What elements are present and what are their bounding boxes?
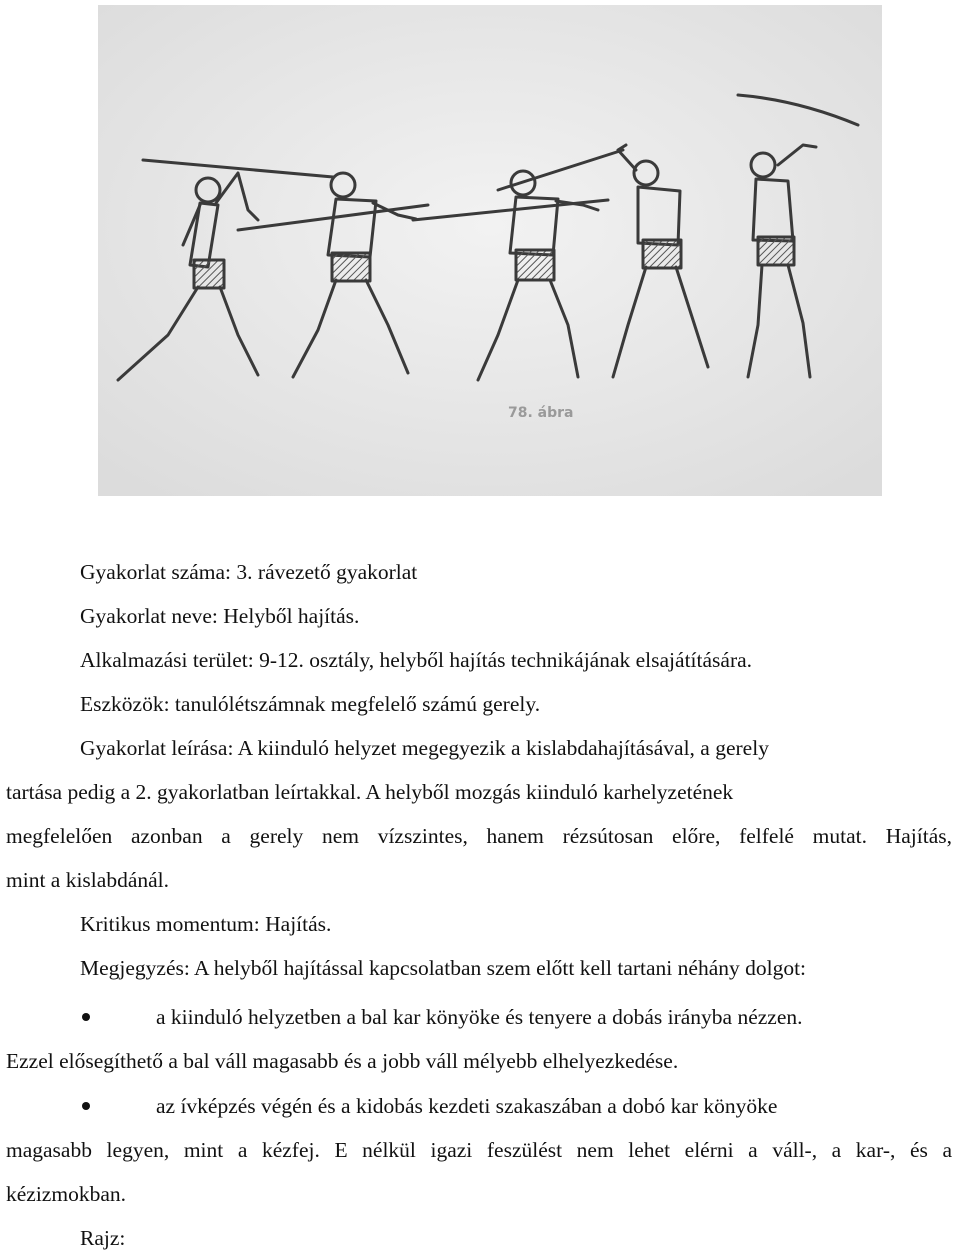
note-bullet-2-end: kézizmokban. xyxy=(6,1182,126,1206)
note-bullet-2-cont: magasabb legyen, mint a kézfej. E nélkül igazi feszülést nem lehet elérni a váll-, a kar-, és a xyxy=(6,1138,952,1162)
description-line-1: Gyakorlat leírása: A kiinduló helyzet megegyezik a kislabdahajításával, a gerely xyxy=(80,736,769,760)
javelin-illustration xyxy=(98,5,882,496)
critical-moment: Kritikus momentum: Hajítás. xyxy=(80,912,332,936)
bullet-icon xyxy=(82,1102,90,1110)
note-bullet-1-cont: Ezzel elősegíthető a bal váll magasabb és a jobb váll mélyebb elhelyezkedése. xyxy=(6,1049,679,1073)
note-bullet-2: az ívképzés végén és a kidobás kezdeti szakaszában a dobó kar könyöke xyxy=(156,1094,778,1118)
description-line-2: tartása pedig a 2. gyakorlatban leírtakkal. A helyből mozgás kiinduló karhelyzetének xyxy=(6,780,734,804)
exercise-name: Gyakorlat neve: Helyből hajítás. xyxy=(80,604,360,628)
figure-caption: 78. ábra xyxy=(508,405,574,421)
note-bullet-1: a kiinduló helyzetben a bal kar könyöke és tenyere a dobás irányba nézzen. xyxy=(156,1005,803,1029)
exercise-number: Gyakorlat száma: 3. rávezető gyakorlat xyxy=(80,560,418,584)
bullet-icon xyxy=(82,1013,90,1021)
description-line-4: mint a kislabdánál. xyxy=(6,868,170,892)
note-intro: Megjegyzés: A helyből hajítással kapcsolatban szem előtt kell tartani néhány dolgot: xyxy=(80,956,807,980)
equipment: Eszközök: tanulólétszámnak megfelelő számú gerely. xyxy=(80,692,541,716)
description-line-3: megfelelően azonban a gerely nem vízszintes, hanem rézsútosan előre, felfelé mutat. Hajítás, xyxy=(6,824,952,848)
javelin-figure xyxy=(98,5,882,496)
application-area: Alkalmazási terület: 9-12. osztály, helyből hajítás technikájának elsajátítására. xyxy=(80,648,753,672)
drawing-label: Rajz: xyxy=(80,1226,126,1250)
